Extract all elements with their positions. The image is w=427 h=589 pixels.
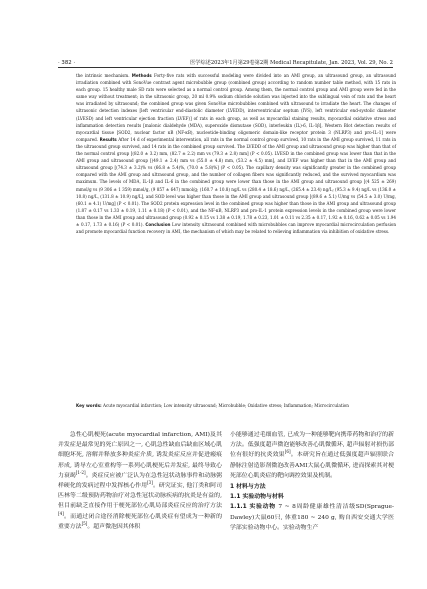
citation: [5] [81, 520, 88, 526]
intro-text-4: 。而通过闭合途径消除梗死部位心肌炎症有望成为一种新的重要方法 [58, 513, 222, 530]
intro-paragraph [58, 430, 222, 532]
intro-text-1: 急性心肌梗死(acute myocardial infarction, AMI)及其并发症是最常见的死亡原因之一, 心肌急性缺血后缺血区域心肌细胞坏死, 溶解并释放多种炎症介质, 诱发炎症反应并促进瘢痕形成, 诱导左心室重构等一系列心肌梗死后并发症, 最终导致心力衰竭 [58, 432, 222, 479]
subsubsection-label: 1.1.1 实验动物 [230, 504, 276, 511]
intro-paragraph-continued [230, 430, 394, 481]
methods-text: Forty-five rats with successful modeling were divided into an AMI group, an ultrasound group, an ultrasound irradiation combined with SonoVue contrast agent microbubble group (combined group) according to random number table method, with 15 rats in each group. 15 healthy male SD rats were selected as a normal control group. Among them, the normal control group and AMI group were fed in the same way without treatment; in the ultrasonic group, 20 ml 0.9% sodium chloride solution was injected into the sublingual vein of rats and the heart was irradiated by ultrasound; the combined group was given SonoVue microbubbles combined with ultrasound to irradiate the heart. The changes of ultrasonic detection indexes [left ventricular end-diastolic diameter (LVEDD), interventricular septum (IVS), left ventricular end-systolic diameter (LVESD) and left ventricular ejection fraction (LVEF)] of rats in each group, as well as myocardial staining results, myocardial oxidative stress and inflammation detection results [malonic dialdehyde (MDA), superoxide dismutase (SOD), interleukin (IL)-6, IL-1β], Western Blot detection results of myocardial tissue [SOD2, nuclear factor κB (NF-κB), nucleotide-binding oligomeric domain-like receptor protein 3 (NLRP3) and pro-IL-1] were compared. [76, 73, 397, 142]
body-column-left [58, 430, 222, 532]
results-text: After 14 d of experimental intervention, all rats in the normal control group survived, 10 rats in the AMI group survived, 11 rats in the ultrasound group survived, and 14 rats in the combined group survived. The LVEDD of the AMI group and ultrasound group was higher than that of the normal control group [(82.0 ± 3.2) mm, (82.7 ± 2.2) mm vs (79.3 ± 2.8) mm] (P < 0.05). LVESD in the combined group was lower than that in the AMI group and ultrasound group [(49.1 ± 2.4) mm vs (55.0 ± 4.8) mm, (53.2 ± 4.5) mm], and LVEF was higher than that in the AMI group and ultrasound group [(74.3 ± 3.2)% vs (66.8 ± 5.4)%, (70.0 ± 5.8)%] (P < 0.05). The capillary density was significantly greater in the combined group compared with the AMI group and ultrasound group, and the number of collagen fibers was significantly reduced, and the survived myocardium was maximum. The levels of MDA, IL-1β and IL-6 in the combined group were lower than those in the AMI group and ultrasound group [(4 525 ± 269) mmol/g vs (9 306 ± 1 359) mmol/g, (9 857 ± 647) mmol/g; (160.7 ± 10.8) ng/L vs (280.4 ± 18.6) ng/L, (265.4 ± 23.4) ng/L; (95.3 ± 9.4) ng/L vs (136.0 ± 10.8) ng/L, (131.8 ± 10.9) ng/L], and SOD level was higher than those in the AMI group and ultrasound group [(89.6 ± 5.1) U/mg vs (54.5 ± 3.0) U/mg, (60.1 ± 4.1) U/mg] (P < 0.01). The SOD2 protein expression level in the combined group was higher than those in the AMI group and ultrasound group (1.87 ± 0.17 vs 1.33 ± 0.19, 1.11 ± 0.18) (P < 0.01), and the NF-κB, NLRP3 and pro-IL-1 protein expression levels in the combined group were lower than those in the AMI group and ultrasound group (0.92 ± 0.15 vs 1.38 ± 0.19, 1.78 ± 0.23, 1.01 ± 0.11 vs 2.35 ± 0.17, 1.92 ± 0.16, 0.62 ± 0.05 vs 1.94 ± 0.17, 1.73 ± 0.16) (P < 0.01). [76, 136, 396, 227]
page-number: · 382 · [58, 60, 76, 66]
running-header [58, 56, 393, 66]
section-heading-materials-methods: 1 材料与方法 [230, 484, 266, 491]
citation: [4] [58, 510, 64, 516]
citation: [3] [147, 480, 153, 486]
keywords-text: Acute myocardial infarction; Low intensity ultrasound; Microbubble; Oxidative stress; Inflammation; Microcirculation [103, 403, 349, 408]
methods-label: Methods [131, 73, 152, 78]
intro-text-3: 。研究证实, 他汀类和阿司匹林等二级预防药物治疗对急性冠状动脉疾病的抗炎是有益的, 但目前缺乏直接作用于梗死部位心肌局部炎症反应的治疗方法 [58, 483, 223, 510]
citation: [1-2] [75, 469, 86, 475]
body-column-right [230, 430, 394, 533]
results-label: Results [99, 136, 117, 142]
citation: [6] [284, 449, 291, 455]
header-rule [58, 67, 393, 68]
subsection-heading-animals-materials: 1.1 实验动物与材料 [230, 494, 284, 501]
intro-text-2: 。炎症反应被广泛认为在急性冠状动脉事件和动脉粥样硬化的发病过程中发挥核心作用 [58, 472, 223, 490]
abstract-lead: the intrinsic mechanism. [76, 73, 130, 78]
english-abstract [76, 72, 396, 235]
intro-text-5: 。超声微泡因其体积 [87, 523, 141, 530]
conclusion-text: Low intensity ultrasound combined with microbubbles can improve myocardial microcirculation perfusion and promote myocardial function recovery in AMI, the mechanism of which may be related to relieving inflammation via inhibition of oxidative stress. [76, 221, 396, 235]
subsubsection-text: 7 ~ 8周龄健康雄性清洁级SD(Sprague-Dawley)大鼠60只, 体重180 ~ 240 g, 购自西安交通大学医学部实验动物中心。实验动物生产 [230, 504, 394, 531]
keywords-label: Key words: [76, 403, 102, 408]
journal-citation-line: 医学综述2023年1月第29卷第2期 Medical Recapitulate, Jan. 2023, Vol. 29, No. 2 [190, 60, 393, 66]
keywords-block [76, 402, 396, 409]
subsubsection-paragraph [230, 502, 394, 533]
conclusion-label: Conclusion [145, 221, 171, 227]
intro-text-6: 小能够通过毛细血管, 已成为一种能够靶向携带药物和治疗的新方法。低强度超声微泡能够改善心肌微循环, 超声辐射对损伤部位有很好的抗炎效果 [230, 432, 394, 459]
intro-text-7: 。本研究旨在通过低强度超声辐照联合静脉注射造影剂微泡改善AMI大鼠心肌微循环, 进而探索其对梗死部位心肌炎症的靶向调控效果及机制。 [230, 452, 395, 479]
